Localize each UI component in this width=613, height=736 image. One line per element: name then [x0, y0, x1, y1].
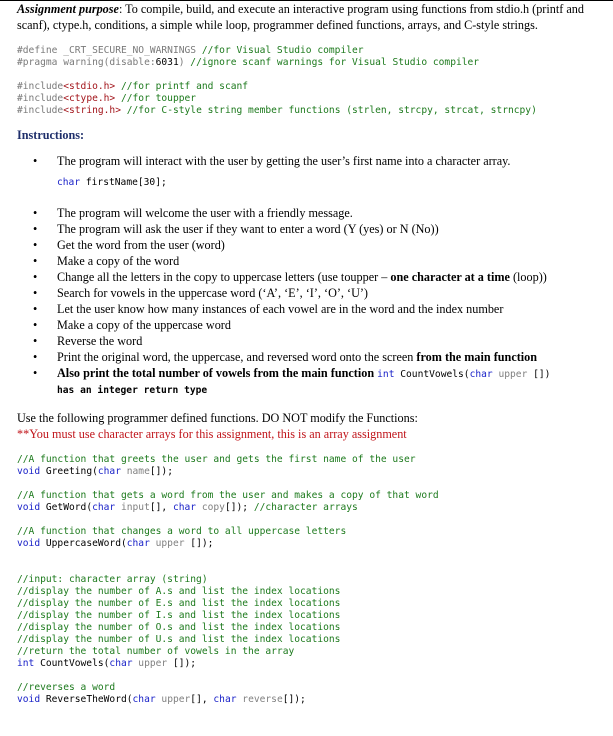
reverse-comment: //reverses a word [17, 682, 116, 693]
countvowels-comment: //display the number of A.s and list the index locations [17, 586, 341, 597]
getword-comment: //A function that gets a word from the user and makes a copy of that word [17, 490, 439, 501]
include-line: #include<string.h> //for C-style string member functions (strlen, strcpy, strcat, strncpy) [17, 105, 537, 116]
reverse-prototype: void ReverseTheWord(char upper[], char reverse[]); [17, 694, 306, 705]
functions-intro: Use the following programmer defined functions. DO NOT modify the Functions: [17, 411, 418, 425]
countvowels-prototype: int CountVowels(char upper []); [17, 658, 197, 669]
list-item: • Make a copy of the uppercase word [17, 317, 607, 333]
define-line: #define _CRT_SECURE_NO_WARNINGS //for Visual Studio compiler [17, 45, 364, 56]
pragma-line: #pragma warning(disable:6031) //ignore scanf warnings for Visual Studio compiler [17, 57, 480, 68]
list-item: • Reverse the word [17, 333, 607, 349]
countvowels-comment: //display the number of E.s and list the index locations [17, 598, 341, 609]
uppercase-comment: //A function that changes a word to all uppercase letters [17, 526, 347, 537]
list-item: • Get the word from the user (word) [17, 237, 607, 253]
greeting-comment: //A function that greets the user and gets the first name of the user [17, 454, 416, 465]
list-item: • The program will interact with the user by getting the user’s first name into a character array. [17, 153, 607, 169]
getword-prototype: void GetWord(char input[], char copy[]); //character arrays [17, 502, 358, 513]
instructions-heading: Instructions: [17, 128, 85, 142]
countvowels-comment: //return the total number of vowels in the array [17, 646, 295, 657]
include-line: #include<stdio.h> //for printf and scanf [17, 81, 249, 92]
list-item: • Search for vowels in the uppercase word (‘A’, ‘E’, ‘I’, ‘O’, ‘U’) [17, 285, 607, 301]
first-bullet-list [17, 153, 607, 169]
list-item: • Make a copy of the word [17, 253, 607, 269]
countvowels-comment: //display the number of I.s and list the index locations [17, 610, 341, 621]
list-item: • The program will ask the user if they want to enter a word (Y (yes) or N (No)) [17, 221, 607, 237]
instruction-bullet-list [17, 205, 607, 397]
countvowels-comment: //display the number of U.s and list the index locations [17, 634, 341, 645]
list-item: • Change all the letters in the copy to uppercase letters (use toupper – one character at a time (loop)) [17, 269, 607, 285]
list-item: • Let the user know how many instances of each vowel are in the word and the index number [17, 301, 607, 317]
list-item: • The program will welcome the user with a friendly message. [17, 205, 607, 221]
purpose-text: : To compile, build, and execute an interactive program using functions from stdio.h (printf and scanf), ctype.h, conditions, a simple while loop, programmer defined functions, arrays, and C-style strings. [17, 2, 584, 32]
first-name-declaration: char firstName[30]; [57, 177, 167, 188]
countvowels-comment: //input: character array (string) [17, 574, 208, 585]
list-item: • Also print the total number of vowels from the main function int CountVowels(char upper []) has an integer return type [17, 365, 607, 397]
uppercase-prototype: void UppercaseWord(char upper []); [17, 538, 214, 549]
purpose-label: Assignment purpose [17, 2, 119, 16]
list-item: • Print the original word, the uppercase, and reversed word onto the screen from the main function [17, 349, 607, 365]
countvowels-comment: //display the number of O.s and list the index locations [17, 622, 341, 633]
include-line: #include<ctype.h> //for toupper [17, 93, 197, 104]
assignment-purpose [17, 1, 607, 33]
arrays-note: **You must use character arrays for this assignment, this is an array assignment [17, 427, 407, 441]
greeting-prototype: void Greeting(char name[]); [17, 466, 173, 477]
